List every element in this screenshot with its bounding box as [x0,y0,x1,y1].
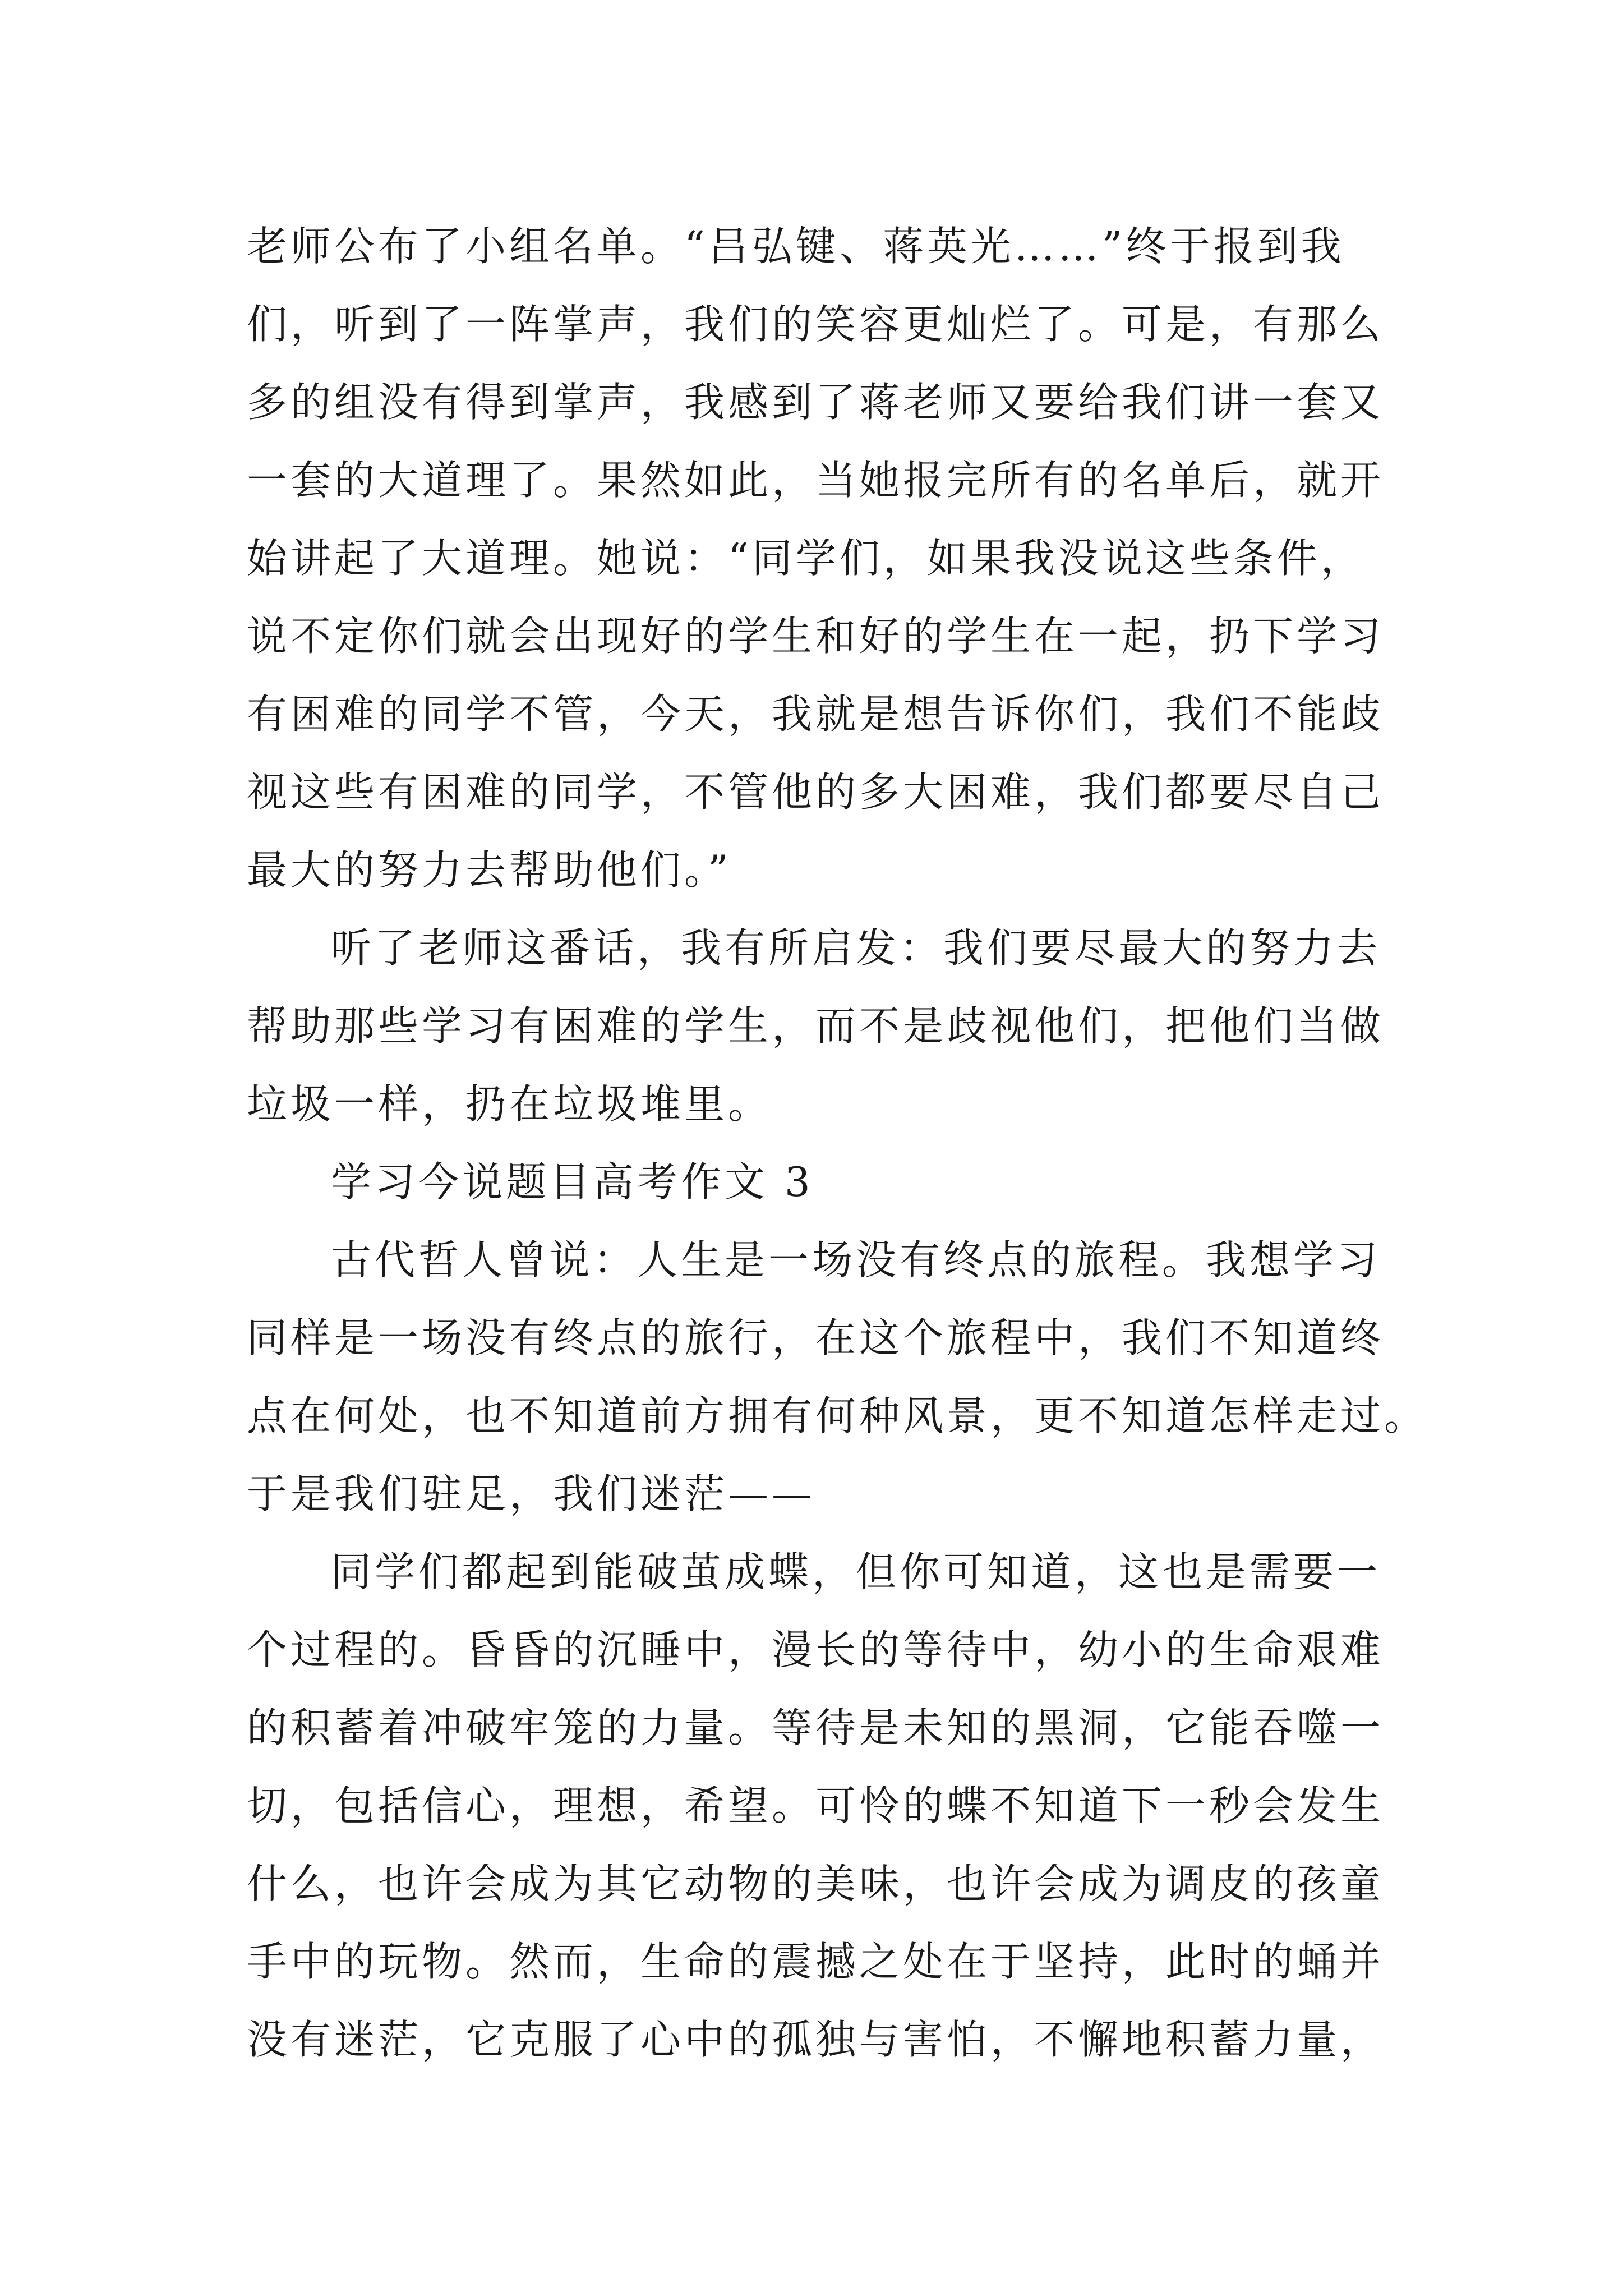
section-heading: 学习今说题目高考作文 3 [331,1158,814,1205]
text-line: 视这些有困难的同学，不管他的多大困难，我们都要尽自己 [247,769,1385,816]
text-line: 个过程的。昏昏的沉睡中，漫长的等待中，幼小的生命艰难 [247,1626,1385,1673]
body-text [247,208,1428,2079]
paragraph-start-line: 同学们都起到能破茧成蝶，但你可知道，这也是需要一 [331,1548,1381,1595]
text-line: 没有迷茫，它克服了心中的孤独与害怕，不懈地积蓄力量， [247,2016,1385,2063]
text-line: 老师公布了小组名单。“吕弘键、蒋英光……”终于报到我 [247,223,1345,270]
text-line: 有困难的同学不管，今天，我就是想告诉你们，我们不能歧 [247,691,1385,738]
text-line: 的积蓄着冲破牢笼的力量。等待是未知的黑洞，它能吞噬一 [247,1704,1385,1751]
paragraph-start-line: 听了老师这番话，我有所启发：我们要尽最大的努力去 [331,924,1381,972]
text-line: 们，听到了一阵掌声，我们的笑容更灿烂了。可是，有那么 [247,301,1385,348]
text-line: 手中的玩物。然而，生命的震撼之处在于坚持，此时的蛹并 [247,1938,1385,1985]
text-line: 什么，也许会成为其它动物的美味，也许会成为调皮的孩童 [247,1860,1385,1907]
text-line: 垃圾一样，扔在垃圾堆里。 [247,1080,772,1128]
text-line: 点在何处，也不知道前方拥有何种风景，更不知道怎样走过。 [247,1392,1428,1439]
text-line: 同样是一场没有终点的旅行，在这个旅程中，我们不知道终 [247,1314,1385,1361]
text-line: 始讲起了大道理。她说：“同学们，如果我没说这些条件， [247,535,1364,582]
text-line: 切，包括信心，理想，希望。可怜的蝶不知道下一秒会发生 [247,1782,1385,1829]
text-line: 多的组没有得到掌声，我感到了蒋老师又要给我们讲一套又 [247,379,1385,426]
paragraph-start-line: 古代哲人曾说：人生是一场没有终点的旅程。我想学习 [331,1236,1381,1283]
text-line: 帮助那些学习有困难的学生，而不是歧视他们，把他们当做 [247,1002,1385,1050]
text-line: 最大的努力去帮助他们。” [247,846,732,894]
text-line: 于是我们驻足，我们迷茫—— [247,1470,816,1517]
text-line: 说不定你们就会出现好的学生和好的学生在一起，扔下学习 [247,613,1385,660]
text-line: 一套的大道理了。果然如此，当她报完所有的名单后，就开 [247,457,1385,504]
